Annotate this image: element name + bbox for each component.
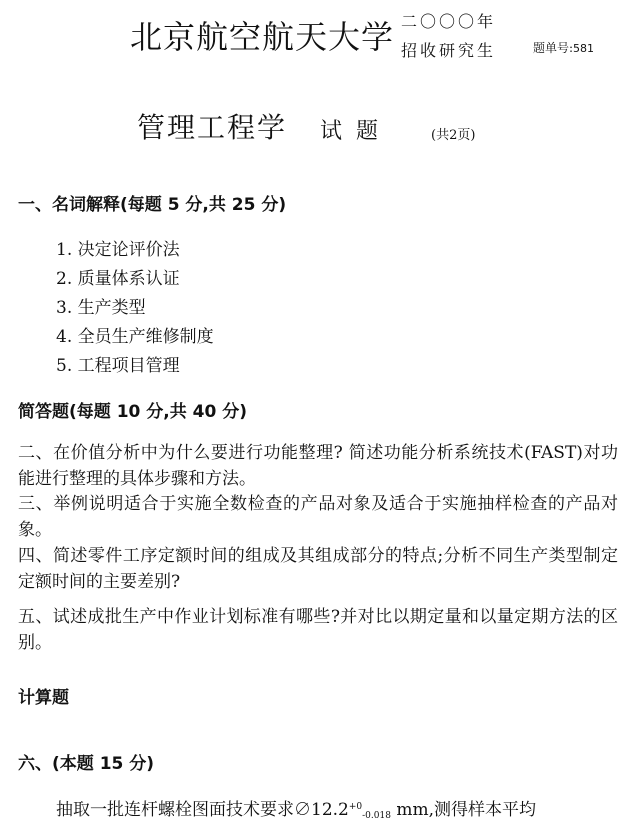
question-6-text: [56, 795, 536, 820]
university-name: 北京航空航天大学: [130, 18, 395, 56]
definition-item: 5. 工程项目管理: [56, 356, 180, 376]
definition-list: [56, 236, 214, 381]
exam-type: 招收研究生: [401, 41, 497, 60]
exam-label: 试题: [320, 119, 393, 144]
exam-code: [533, 39, 594, 56]
question-6-intro: 抽取一批连杆螺栓图面技术要求∅12.2: [56, 800, 349, 820]
section-heading-definitions: 一、名词解释(每题 5 分,共 25 分): [18, 195, 287, 215]
exam-code-label: 题单号:: [533, 41, 574, 55]
definition-item: 3. 生产类型: [56, 298, 146, 318]
question-2: 二、在价值分析中为什么要进行功能整理? 简述功能分析系统技术(FAST)对功能进行整理的具体步骤和方法。: [18, 443, 618, 489]
definition-item: 1. 决定论评价法: [56, 240, 180, 260]
question-5: 五、试述成批生产中作业计划标准有哪些?并对比以期定量和以量定期方法的区别。: [18, 607, 618, 653]
section-heading-calculation: 计算题: [18, 688, 69, 708]
exam-year: 二〇〇〇年: [401, 12, 497, 31]
exam-code-value: 581: [573, 42, 595, 55]
tolerance-lower: -0.018: [362, 811, 391, 821]
definition-item: 2. 质量体系认证: [56, 269, 180, 289]
section-heading-short-answer: 简答题(每题 10 分,共 40 分): [18, 402, 247, 422]
question-6-rest: mm,测得样本平均: [390, 800, 537, 820]
page-count: (共2页): [431, 128, 476, 143]
question-6-heading: 六、(本题 15 分): [18, 754, 155, 774]
question-4: 四、简述零件工序定额时间的组成及其组成部分的特点;分析不同生产类型制定定额时间的主要差别?: [18, 546, 618, 592]
question-3: 三、举例说明适合于实施全数检查的产品对象及适合于实施抽样检查的产品对象。: [18, 494, 618, 540]
tolerance-upper: +0: [348, 802, 363, 812]
definition-item: 4. 全员生产维修制度: [56, 327, 214, 347]
subject-title: 管理工程学: [137, 111, 288, 144]
